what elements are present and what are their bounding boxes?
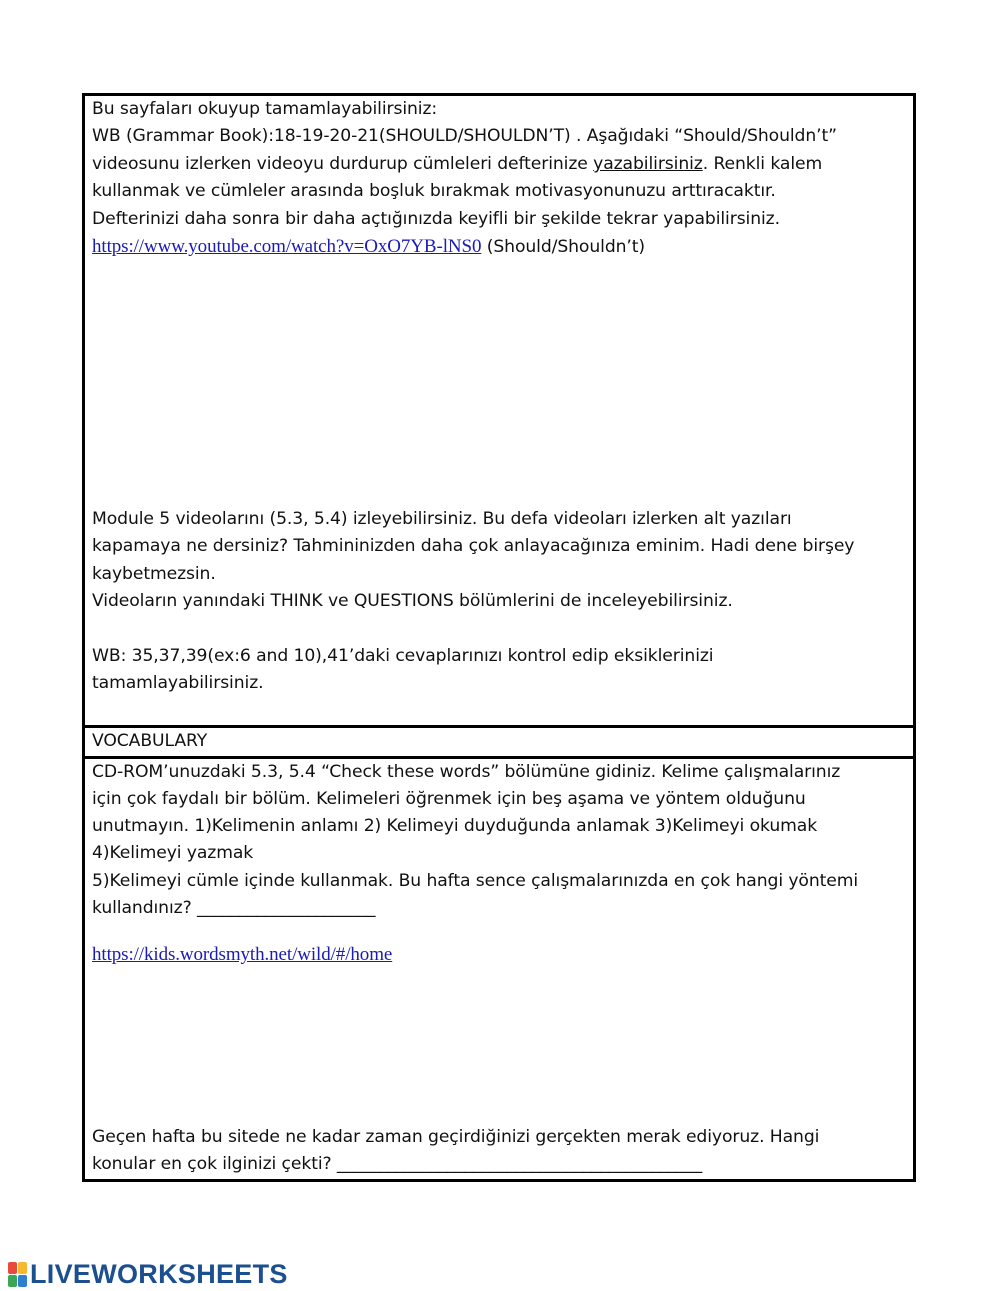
liveworksheets-logo[interactable] [8,1258,288,1290]
logo-text: LIVEWORKSHEETS [30,1258,288,1289]
module-line-2: kapamaya ne dersiniz? Tahmininizden daha çok anlayacağınıza eminim. Hadi dene birşey [92,536,855,556]
vocab-answer-line[interactable]: kullandınız? _____________________ [92,898,376,918]
video-instruction-line: videosunu izlerken videoyu durdurup cümleleri defterinize yazabilirsiniz. Renkli kalem [92,154,823,174]
wb-line-1: WB: 35,37,39(ex:6 and 10),41’daki cevaplarınızı kontrol edip eksiklerinizi [92,646,714,666]
logo-blocks-icon [8,1261,28,1287]
vocab-line-4: 4)Kelimeyi yazmak [92,843,254,863]
wordsmyth-link-line [92,941,392,969]
question-line-1: Geçen hafta bu sitede ne kadar zaman geçirdiğinizi gerçekten merak ediyoruz. Hangi [92,1127,820,1147]
wb-line-2: tamamlayabilirsiniz. [92,673,264,693]
intro-line: Bu sayfaları okuyup tamamlayabilirsiniz: [92,99,438,119]
question-answer-line[interactable]: konular en çok ilginizi çekti? ___________________________________________ [92,1154,703,1174]
youtube-link-line: https://www.youtube.com/watch?v=OxO7YB-lNS0 (Should/Shouldn’t) [92,236,646,257]
notebook-line: Defterinizi daha sonra bir daha açtığınızda keyifli bir şekilde tekrar yapabilirsiniz. [92,209,780,229]
module-line-4: Videoların yanındaki THINK ve QUESTIONS bölümlerini de inceleyebilirsiniz. [92,591,733,611]
vocab-line-2: için çok faydalı bir bölüm. Kelimeleri öğrenmek için beş aşama ve yöntem olduğunu [92,789,806,809]
youtube-link[interactable]: https://www.youtube.com/watch?v=OxO7YB-lNS0 [92,236,482,257]
underlined-word: yazabilirsiniz [593,154,703,174]
module-line-1: Module 5 videolarını (5.3, 5.4) izleyebilirsiniz. Bu defa videoları izlerken alt yazıları [92,509,792,529]
wordsmyth-link[interactable]: https://kids.wordsmyth.net/wild/#/home [92,944,393,965]
vocabulary-title: VOCABULARY [92,731,208,751]
grammar-book-line: WB (Grammar Book):18-19-20-21(SHOULD/SHOULDN’T) . Aşağıdaki “Should/Shouldn’t” [92,126,837,146]
vocab-line-5: 5)Kelimeyi cümle içinde kullanmak. Bu hafta sence çalışmalarınızda en çok hangi yöntemi [92,871,859,891]
vocab-line-1: CD-ROM’unuzdaki 5.3, 5.4 “Check these words” bölümüne gidiniz. Kelime çalışmalarınız [92,762,841,782]
motivation-line: kullanmak ve cümleler arasında boşluk bırakmak motivasyonunuzu arttıracaktır. [92,181,776,201]
vocab-line-3: unutmayın. 1)Kelimenin anlamı 2) Kelimeyi duyduğunda anlamak 3)Kelimeyi okumak [92,816,818,836]
module-line-3: kaybetmezsin. [92,564,216,584]
